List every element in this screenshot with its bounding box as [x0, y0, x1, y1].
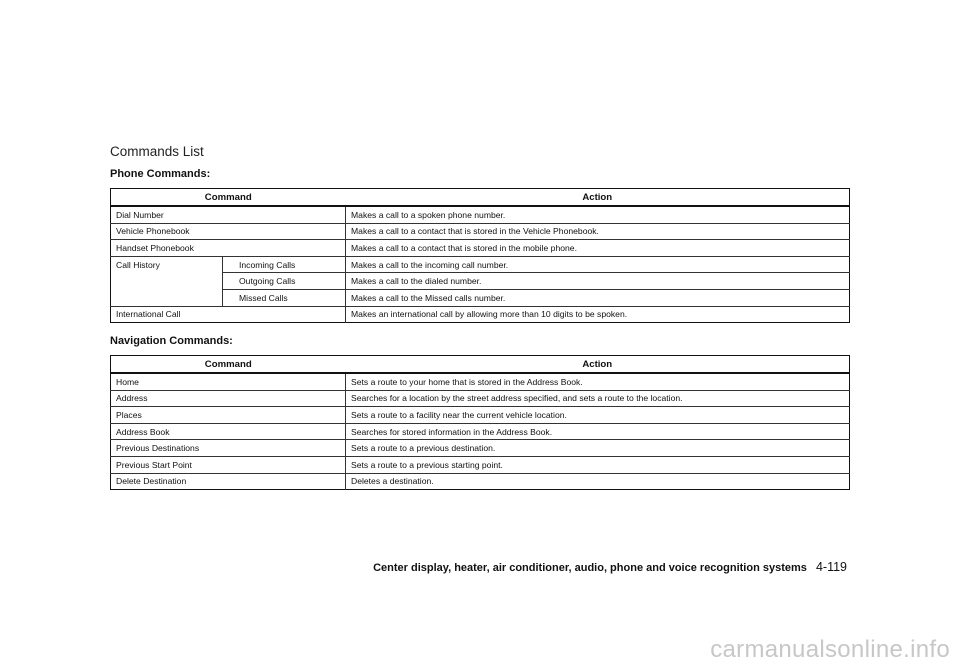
table-row — [111, 223, 850, 240]
table-row — [111, 407, 850, 424]
section-title: Commands List — [110, 144, 204, 159]
subcommand-cell: Missed Calls — [223, 289, 346, 306]
action-column-header: Action — [346, 189, 850, 207]
action-cell: Makes a call to a contact that is stored in the mobile phone. — [346, 240, 850, 257]
phone-commands-heading: Phone Commands: — [110, 168, 211, 180]
action-cell: Makes a call to the Missed calls number. — [346, 289, 850, 306]
command-cell: Vehicle Phonebook — [111, 223, 346, 240]
subcommand-cell: Outgoing Calls — [223, 273, 346, 290]
page-number: 4-119 — [815, 560, 847, 574]
phone-commands-table — [110, 188, 850, 323]
table-row — [111, 390, 850, 407]
action-cell: Sets a route to a previous destination. — [346, 440, 850, 457]
action-cell: Searches for a location by the street address specified, and sets a route to the location. — [346, 390, 850, 407]
command-cell: Address Book — [111, 423, 346, 440]
table-row — [111, 240, 850, 257]
table-row — [111, 306, 850, 323]
action-column-header: Action — [346, 356, 850, 374]
table-row — [111, 373, 850, 390]
action-cell: Makes a call to a spoken phone number. — [346, 206, 850, 223]
action-cell: Makes a call to the incoming call number. — [346, 256, 850, 273]
table-row — [111, 423, 850, 440]
command-column-header: Command — [111, 189, 346, 207]
subcommand-cell: Incoming Calls — [223, 256, 346, 273]
action-cell: Makes an international call by allowing more than 10 digits to be spoken. — [346, 306, 850, 323]
action-cell: Searches for stored information in the Address Book. — [346, 423, 850, 440]
command-cell: Previous Destinations — [111, 440, 346, 457]
command-cell: Places — [111, 407, 346, 424]
action-cell: Deletes a destination. — [346, 473, 850, 490]
command-column-header: Command — [111, 356, 346, 374]
action-cell: Sets a route to a previous starting point. — [346, 456, 850, 473]
action-cell: Makes a call to a contact that is stored in the Vehicle Phonebook. — [346, 223, 850, 240]
page-footer — [373, 560, 847, 574]
table-row — [111, 206, 850, 223]
command-cell: Dial Number — [111, 206, 346, 223]
command-cell: Handset Phonebook — [111, 240, 346, 257]
navigation-commands-heading: Navigation Commands: — [110, 335, 233, 347]
command-cell: Home — [111, 373, 346, 390]
table-row — [111, 473, 850, 490]
command-cell: Delete Destination — [111, 473, 346, 490]
table-header-row — [111, 189, 850, 207]
command-cell: International Call — [111, 306, 346, 323]
table-row — [111, 456, 850, 473]
table-header-row — [111, 356, 850, 374]
command-cell: Address — [111, 390, 346, 407]
table-row — [111, 256, 850, 273]
table-row — [111, 440, 850, 457]
navigation-commands-table — [110, 355, 850, 490]
action-cell: Sets a route to your home that is stored in the Address Book. — [346, 373, 850, 390]
watermark: carmanualsonline.info — [710, 636, 950, 663]
action-cell: Sets a route to a facility near the current vehicle location. — [346, 407, 850, 424]
footer-section-title: Center display, heater, air conditioner, audio, phone and voice recognition systems — [373, 562, 807, 574]
command-cell: Previous Start Point — [111, 456, 346, 473]
command-cell-call-history: Call History — [111, 256, 223, 306]
action-cell: Makes a call to the dialed number. — [346, 273, 850, 290]
